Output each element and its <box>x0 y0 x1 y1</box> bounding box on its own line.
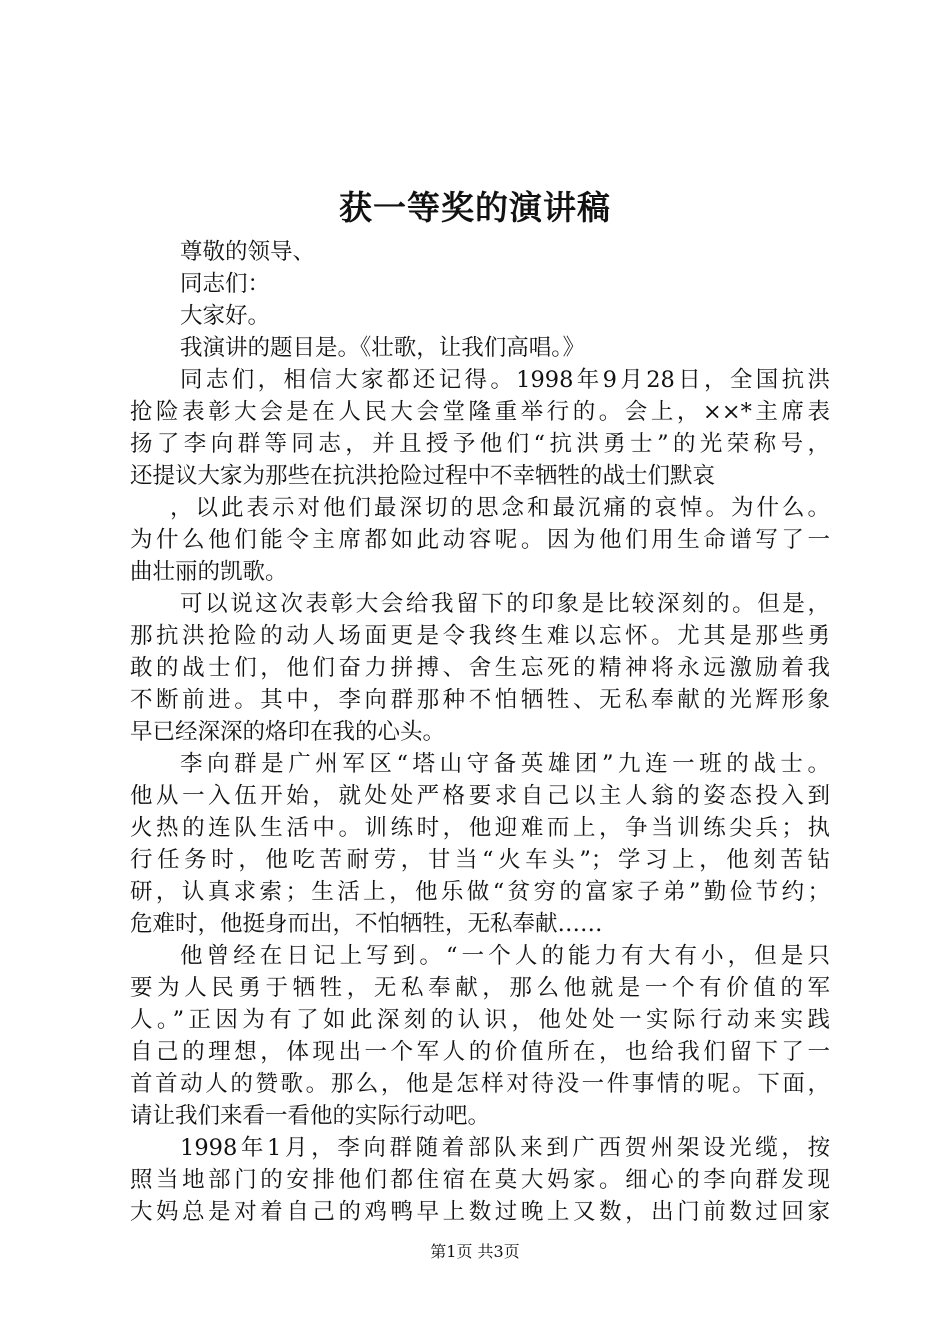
body-line: 扬了李向群等同志，并且授予他们“抗洪勇士”的光荣称号， <box>130 431 830 457</box>
body-line: 同志们： <box>180 271 271 297</box>
body-line: 火热的连队生活中。训练时，他迎难而上，争当训练尖兵；执 <box>130 815 830 841</box>
body-line: 大妈总是对着自己的鸡鸭早上数过晚上又数，出门前数过回家 <box>130 1199 830 1225</box>
body-line: 1998年1月，李向群随着部队来到广西贺州架设光缆，按 <box>180 1135 830 1161</box>
body-line: 李向群是广州军区“塔山守备英雄团”九连一班的战士。 <box>180 751 830 777</box>
body-line: 尊敬的领导、 <box>180 239 316 265</box>
body-line: 他曾经在日记上写到。“一个人的能力有大有小，但是只 <box>180 943 830 969</box>
body-line: 不断前进。其中，李向群那种不怕牺牲、无私奉献的光辉形象 <box>130 687 830 713</box>
page-footer: 第1页 共3页 <box>430 1242 520 1261</box>
body-line: 大家好。 <box>180 303 271 329</box>
body-line: 危难时，他挺身而出，不怕牺牲，无私奉献…… <box>130 911 603 937</box>
body-line: 要为人民勇于牺牲，无私奉献，那么他就是一个有价值的军 <box>130 975 830 1001</box>
body-line: 曲壮丽的凯歌。 <box>130 559 288 585</box>
body-line: 同志们，相信大家都还记得。1998年9月28日，全国抗洪 <box>180 367 830 393</box>
body-line: 早已经深深的烙印在我的心头。 <box>130 719 446 745</box>
body-line: 可以说这次表彰大会给我留下的印象是比较深刻的。但是， <box>180 591 830 617</box>
body-line: 研，认真求索；生活上，他乐做“贫穷的富家子弟”勤俭节约； <box>130 879 830 905</box>
document-title: 获一等奖的演讲稿 <box>339 188 611 227</box>
body-line: 我演讲的题目是。《壮歌，让我们高唱。》 <box>180 335 586 361</box>
body-line: 敢的战士们，他们奋力拼搏、舍生忘死的精神将永远激励着我 <box>130 655 830 681</box>
body-line: 自己的理想，体现出一个军人的价值所在，也给我们留下了一 <box>130 1039 830 1065</box>
body-line: 还提议大家为那些在抗洪抢险过程中不幸牺牲的战士们默哀 <box>130 463 716 489</box>
body-line: 抢险表彰大会是在人民大会堂隆重举行的。会上，××*主席表 <box>130 399 830 425</box>
body-line: 请让我们来看一看他的实际行动吧。 <box>130 1103 491 1129</box>
body-line: 那抗洪抢险的动人场面更是令我终生难以忘怀。尤其是那些勇 <box>130 623 830 649</box>
body-line: 行任务时，他吃苦耐劳，甘当“火车头”；学习上，他刻苦钻 <box>130 847 830 873</box>
body-line: 首首动人的赞歌。那么，他是怎样对待没一件事情的呢。下面， <box>130 1071 830 1097</box>
body-line: ，以此表示对他们最深切的思念和最沉痛的哀悼。为什么。 <box>170 495 830 521</box>
body-line: 为什么他们能令主席都如此动容呢。因为他们用生命谱写了一 <box>130 527 830 553</box>
body-line: 人。”正因为有了如此深刻的认识，他处处一实际行动来实践 <box>130 1007 830 1033</box>
body-line: 照当地部门的安排他们都住宿在莫大妈家。细心的李向群发现 <box>130 1167 830 1193</box>
body-line: 他从一入伍开始，就处处严格要求自己以主人翁的姿态投入到 <box>130 783 830 809</box>
document-body <box>130 236 830 1228</box>
